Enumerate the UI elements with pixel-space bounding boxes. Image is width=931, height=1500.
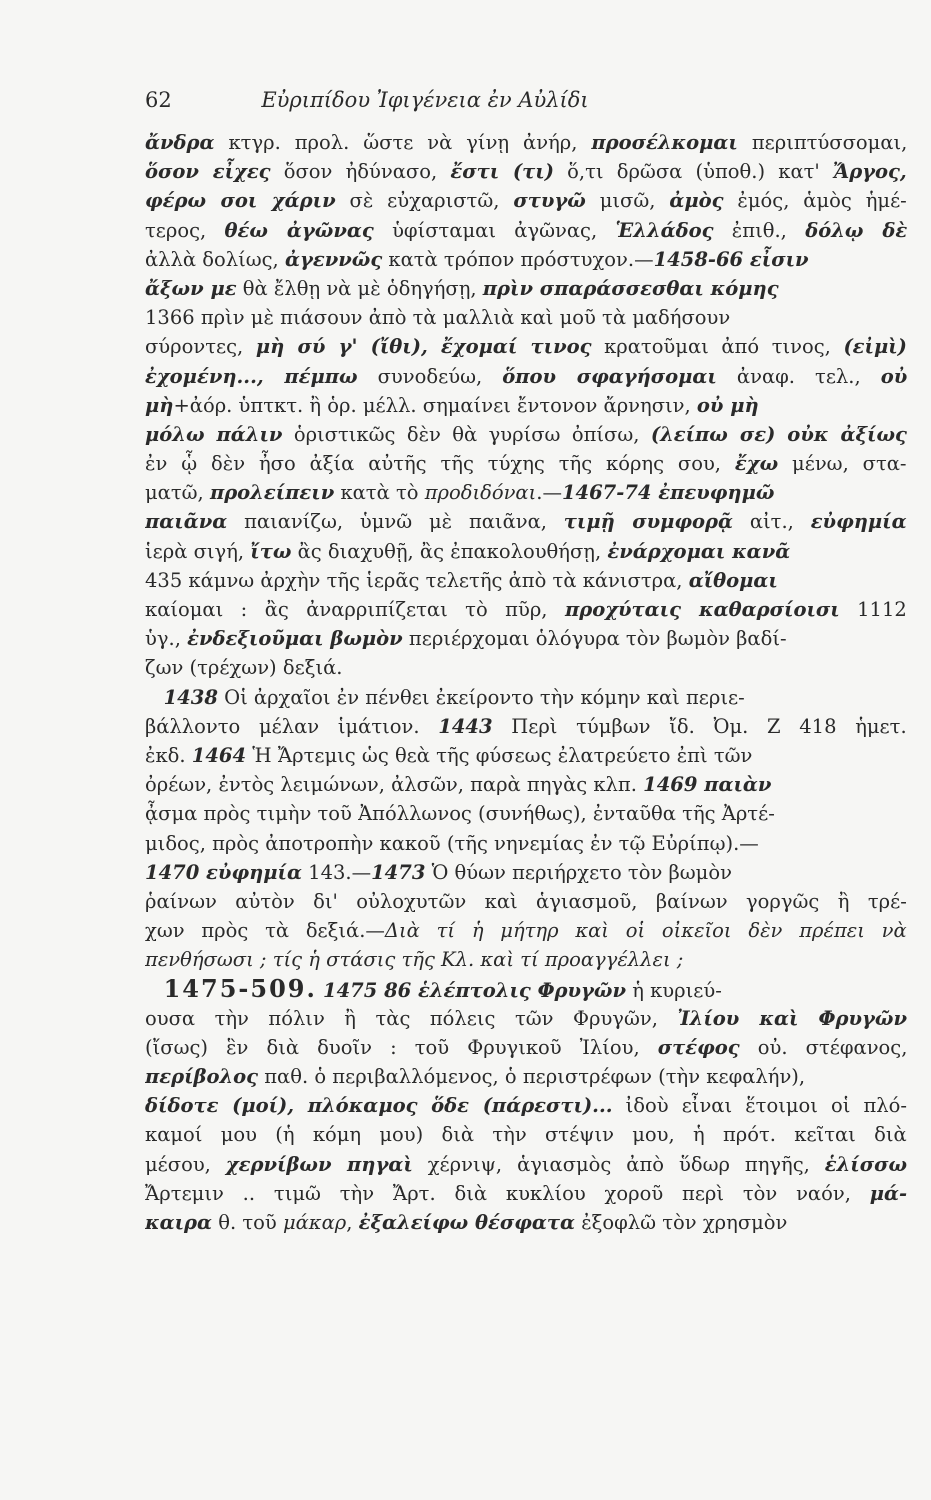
text-line: ἄξων με θὰ ἔλθῃ νὰ μὲ ὁδηγήσῃ, πρὶν σπαράσσεσθαι κόμης xyxy=(145,276,779,300)
text-line: μόλω πάλιν ὁριστικῶς δὲν θὰ γυρίσω ὀπίσω, (λείπω σε) οὐκ ἀξίως xyxy=(145,422,907,446)
text-line: 1438 Οἱ ἀρχαῖοι ἐν πένθει ἐκείροντο τὴν κόμην καὶ περιε- xyxy=(163,685,745,709)
text-line: 435 κάμνω ἀρχὴν τῆς ἱερᾶς τελετῆς ἀπὸ τὰ κάνιστρα, αἴθομαι xyxy=(145,568,778,592)
text-line: (ἴσως) ἓν διὰ δυοῖν : τοῦ Φρυγικοῦ Ἰλίου, στέφος οὐ. στέφανος, xyxy=(145,1035,907,1059)
text-line: ἀλλὰ δολίως, ἀγεννῶς κατὰ τρόπον πρόστυχον.—1458-66 εἶσιν xyxy=(145,247,809,271)
text-line: ματῶ, προλείπειν κατὰ τὸ προδιδόναι.—1467-74 ἐπευφημῶ xyxy=(145,481,775,505)
text-line: 1366 πρὶν μὲ πιάσουν ἀπὸ τὰ μαλλιὰ καὶ μοῦ τὰ μαδήσουν xyxy=(145,306,731,330)
text-line: ὅσον εἶχες ὅσον ἠδύνασο, ἔστι (τι) ὅ,τι δρῶσα (ὑποθ.) κατ' Ἄργος, xyxy=(145,160,907,184)
text-line: ἐχομένη..., πέμπω συνοδεύω, ὅπου σφαγήσομαι ἀναφ. τελ., οὐ xyxy=(145,364,907,388)
text-line: καίομαι : ἂς ἀναρριπίζεται τὸ πῦρ, προχύταις καθαρσίοισι 1112 xyxy=(145,598,907,621)
text-line: ὑγ., ἐνδεξιοῦμαι βωμὸν περιέρχομαι ὁλόγυρα τὸν βωμὸν βαδί- xyxy=(145,627,787,651)
text-line: 1475-509. 1475 86 ἑλέπτολις Φρυγῶν ἡ κυριεύ- xyxy=(163,974,722,1004)
text-line: βάλλοντο μέλαν ἱμάτιον. 1443 Περὶ τύμβων ἴδ. Ὀμ. Ζ 418 ἡμετ. xyxy=(145,714,907,738)
text-line: ῥαίνων αὐτὸν δι' οὐλοχυτῶν καὶ ἁγιασμοῦ, βαίνων γοργῶς ἢ τρέ- xyxy=(145,889,907,913)
running-title: Εὐριπίδου Ἰφιγένεια ἐν Αὐλίδι xyxy=(261,88,589,112)
text-line: ουσα τὴν πόλιν ἢ τὰς πόλεις τῶν Φρυγῶν, Ἰλίου καὶ Φρυγῶν xyxy=(145,1006,907,1030)
text-line: ζων (τρέχων) δεξιά. xyxy=(145,656,343,680)
text-line: φέρω σοι χάριν σὲ εὐχαριστῶ, στυγῶ μισῶ, ἀμὸς ἐμός, ἁμὸς ἡμέ- xyxy=(145,189,907,213)
text-line: σύροντες, μὴ σύ γ' (ἴθι), ἔχομαί τινος κρατοῦμαι ἀπό τινος, (εἰμὶ) xyxy=(145,335,907,359)
text-line: μιδος, πρὸς ἀποτροπὴν κακοῦ (τῆς νηνεμίας ἐν τῷ Εὐρίπῳ).— xyxy=(145,831,759,855)
text-line: μὴ+ἀόρ. ὑπτκτ. ἢ ὁρ. μέλλ. σημαίνει ἔντονον ἄρνησιν, οὐ μὴ xyxy=(145,393,759,417)
text-line: ἄνδρα κτγρ. προλ. ὥστε νὰ γίνῃ ἀνήρ, προσέλκομαι περιπτύσσομαι, xyxy=(145,131,907,154)
text-line: Ἄρτεμιν .. τιμῶ τὴν Ἄρτ. διὰ κυκλίου χοροῦ περὶ τὸν ναόν, μά- xyxy=(145,1181,907,1205)
text-line: παιᾶνα παιανίζω, ὑμνῶ μὲ παιᾶνα, τιμῇ συμφορᾷ αἰτ., εὐφημία xyxy=(145,510,907,534)
text-line: ὀρέων, ἐντὸς λειμώνων, ἀλσῶν, παρὰ πηγὰς κλπ. 1469 παιὰν xyxy=(145,773,772,797)
commentary-text xyxy=(145,128,907,1237)
page-number: 62 xyxy=(145,88,172,112)
text-line: ἱερὰ σιγή, ἴτω ἂς διαχυθῇ, ἂς ἐπακολουθήσῃ, ἐνάρχομαι κανᾶ xyxy=(145,539,791,563)
text-line: πενθήσωσι ; τίς ἡ στάσις τῆς Κλ. καὶ τί προαγγέλλει ; xyxy=(145,948,684,972)
text-line: μέσου, χερνίβων πηγαὶ χέρνιψ, ἁγιασμὸς ἀπὸ ὕδωρ πηγῆς, ἑλίσσω xyxy=(145,1152,907,1176)
text-line: καμοί μου (ἡ κόμη μου) διὰ τὴν στέψιν μου, ἡ πρότ. κεῖται διὰ xyxy=(145,1123,907,1147)
text-line: περίβολος παθ. ὁ περιβαλλόμενος, ὁ περιστρέφων (τὴν κεφαλήν), xyxy=(145,1065,806,1088)
text-line: τερος, θέω ἀγῶνας ὑφίσταμαι ἀγῶνας, Ἑλλάδος ἐπιθ., δόλῳ δὲ xyxy=(145,218,907,242)
text-line: καιρα θ. τοῦ μάκαρ, ἐξαλείφω θέσφατα ἐξοφλῶ τὸν χρησμὸν xyxy=(145,1210,788,1234)
text-line: ἐν ᾧ δὲν ἦσο ἀξία αὐτῆς τῆς τύχης τῆς κόρης σου, ἔχω μένω, στα- xyxy=(145,452,907,476)
text-line: 1470 εὐφημία 143.—1473 Ὁ θύων περιήρχετο τὸν βωμὸν xyxy=(145,860,732,884)
text-line: χων πρὸς τὰ δεξιά.—Διὰ τί ἡ μήτηρ καὶ οἱ οἰκεῖοι δὲν πρέπει νὰ xyxy=(145,919,907,943)
page-header xyxy=(145,88,705,118)
text-line: δίδοτε (μοί), πλόκαμος ὅδε (πάρεστι)... ἰδοὺ εἶναι ἕτοιμοι οἱ πλό- xyxy=(145,1094,907,1118)
text-line: ᾆσμα πρὸς τιμὴν τοῦ Ἀπόλλωνος (συνήθως), ἐνταῦθα τῆς Ἀρτέ- xyxy=(145,802,775,826)
text-line: ἐκδ. 1464 Ἡ Ἄρτεμις ὡς θεὰ τῆς φύσεως ἐλατρεύετο ἐπὶ τῶν xyxy=(145,743,753,767)
